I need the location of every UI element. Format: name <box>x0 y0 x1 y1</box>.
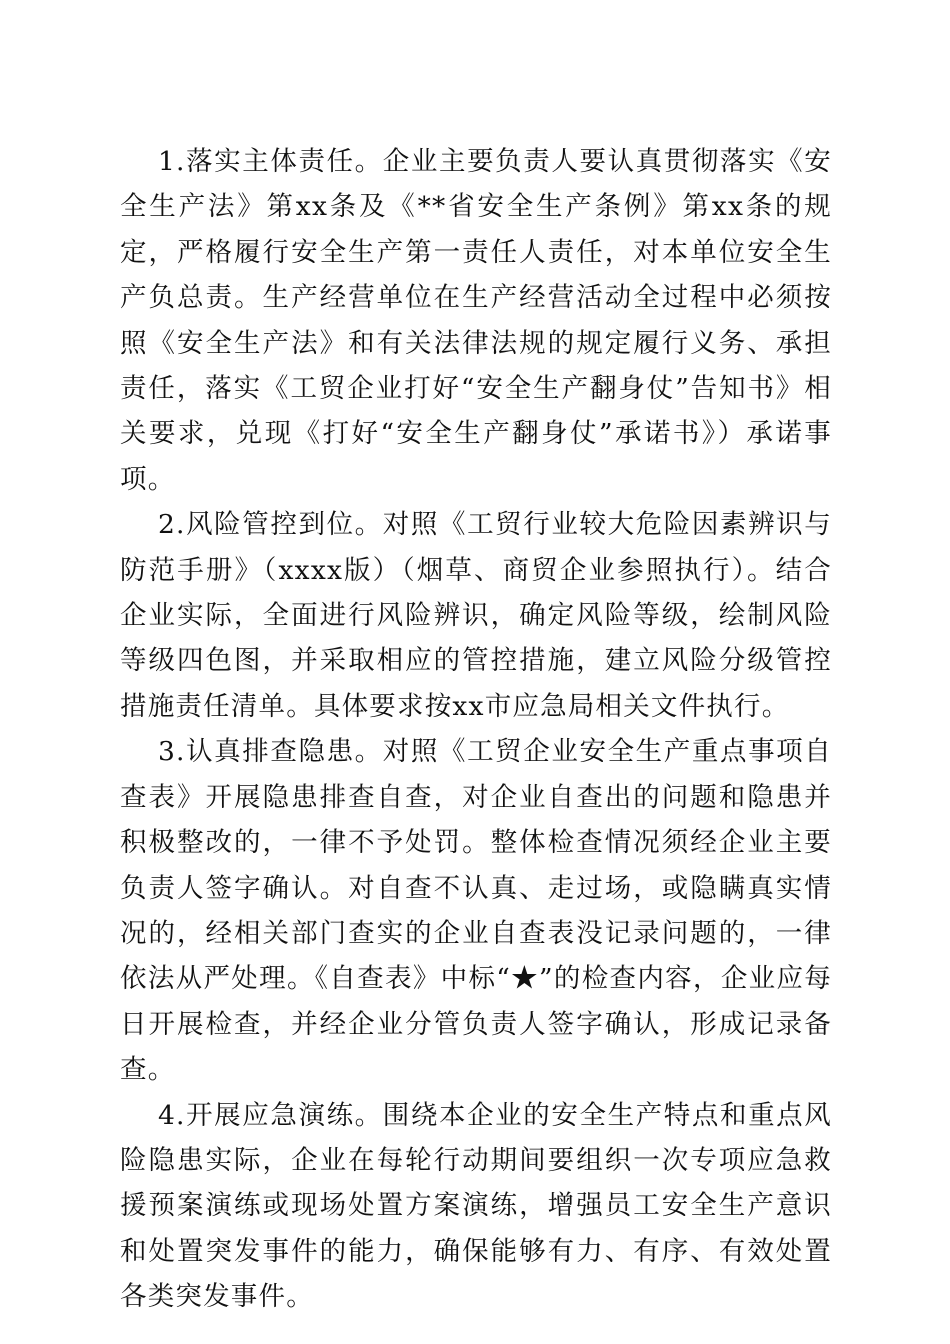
paragraph-1-implement-main-responsibility: 1.落实主体责任。企业主要负责人要认真贯彻落实《安全生产法》第xx条及《**省安全生产条例》第xx条的规定，严格履行安全生产第一责任人责任，对本单位安全生产负总责。生产经营单位在生产经营活动全过程中必须按照《安全生产法》和有关法律法规的规定履行义务、承担责任，落实《工贸企业打好“安全生产翻身仗”告知书》相关要求，兑现《打好“安全生产翻身仗”承诺书》）承诺事项。 <box>120 146 832 495</box>
document-body <box>120 139 832 1320</box>
paragraph-4-emergency-drill: 4.开展应急演练。围绕本企业的安全生产特点和重点风险隐患实际，企业在每轮行动期间要组织一次专项应急救援预案演练或现场处置方案演练，增强员工安全生产意识和处置突发事件的能力，确保能够有力、有序、有效处置各类突发事件。 <box>120 1099 832 1313</box>
paragraph-2-risk-control: 2.风险管控到位。对照《工贸行业较大危险因素辨识与防范手册》（xxxx版）（烟草、商贸企业参照执行）。结合企业实际，全面进行风险辨识，确定风险等级，绘制风险等级四色图，并采取相应的管控措施，建立风险分级管控措施责任清单。具体要求按xx市应急局相关文件执行。 <box>120 509 832 722</box>
paragraph-3-hazard-inspection: 3.认真排查隐患。对照《工贸企业安全生产重点事项自查表》开展隐患排查自查，对企业自查出的问题和隐患并积极整改的，一律不予处罚。整体检查情况须经企业主要负责人签字确认。对自查不认真、走过场，或隐瞒真实情况的，经相关部门查实的企业自查表没记录问题的，一律依法从严处理。《自查表》中标“★”的检查内容，企业应每日开展检查，并经企业分管负责人签字确认，形成记录备查。 <box>120 736 832 1086</box>
